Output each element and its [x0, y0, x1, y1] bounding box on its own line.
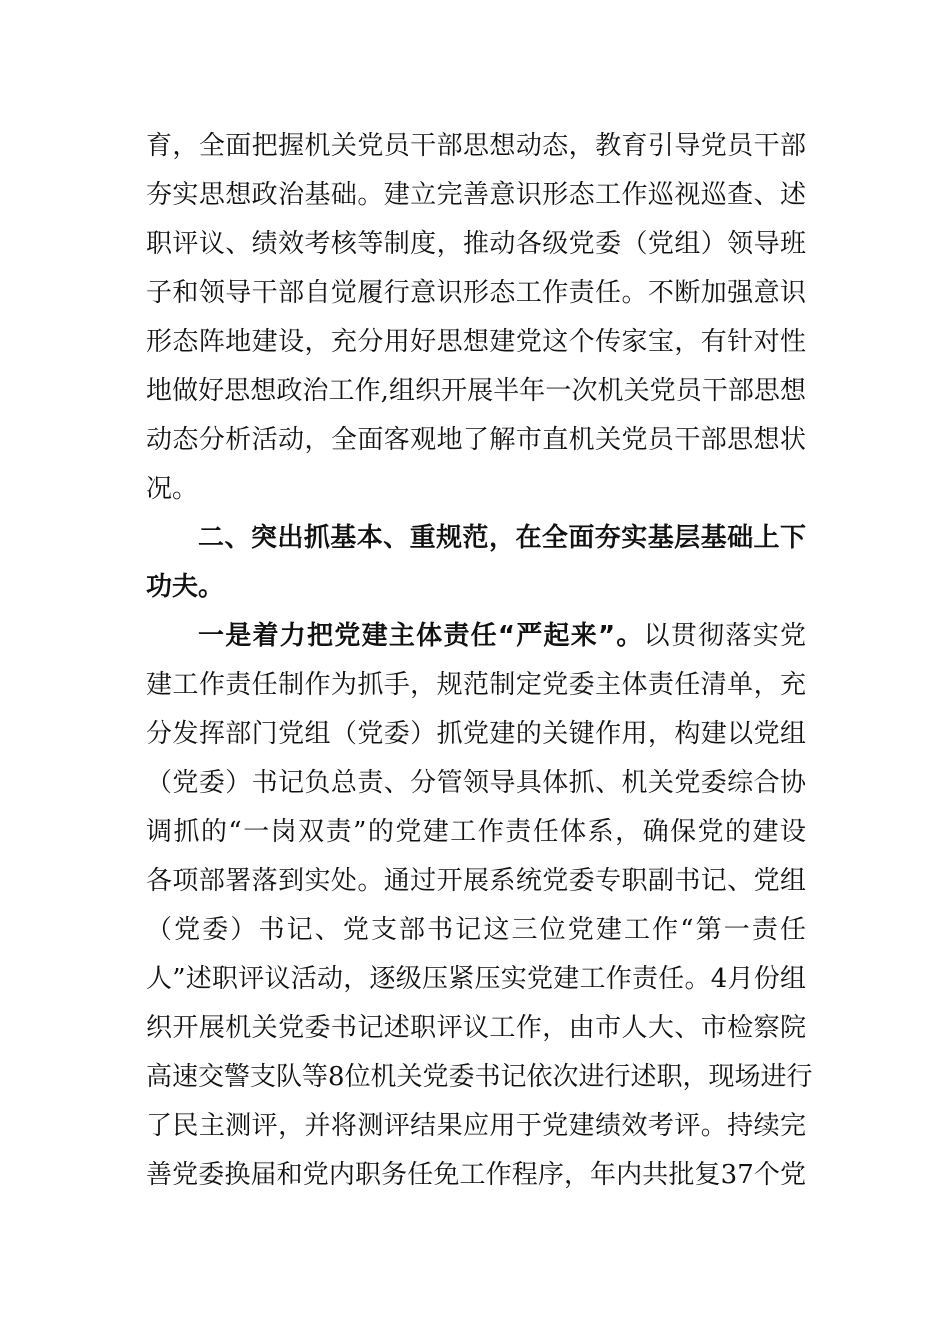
text-line: 高速交警支队等8位机关党委书记依次进行述职，现场进行 — [146, 1062, 813, 1092]
text-line: 职评议、绩效考核等制度，推动各级党委（党组）领导班 — [146, 229, 806, 259]
point-one-lead: 一是着力把党建主体责任“严起来”。 — [198, 621, 644, 651]
text-line: 分发挥部门党组（党委）抓党建的关键作用，构建以党组 — [146, 719, 806, 749]
text-line: 夯实思想政治基础。建立完善意识形态工作巡视巡查、述 — [146, 180, 806, 210]
text-line: 了民主测评，并将测评结果应用于党建绩效考评。持续完 — [146, 1111, 806, 1141]
point-one-first-line — [146, 612, 806, 661]
text-line: 善党委换届和党内职务任免工作程序，年内共批复37个党 — [146, 1160, 806, 1190]
text-line: 育，全面把握机关党员干部思想动态，教育引导党员干部 — [146, 131, 806, 161]
document-body — [146, 122, 813, 1200]
text-line: 动态分析活动，全面客观地了解市直机关党员干部思想状 — [146, 425, 806, 455]
point-one-lead-rest: 以贯彻落实党 — [643, 621, 806, 651]
text-line: 调抓的“一岗双责”的党建工作责任体系，确保党的建设 — [146, 817, 806, 847]
section-heading-line: 二、突出抓基本、重规范，在全面夯实基层基础上下 — [198, 523, 806, 553]
text-line: 人”述职评议活动，逐级压紧压实党建工作责任。4月份组 — [146, 964, 806, 994]
text-line: 建工作责任制作为抓手，规范制定党委主体责任清单，充 — [146, 670, 806, 700]
text-line: 各项部署落到实处。通过开展系统党委专职副书记、党组 — [146, 866, 806, 896]
text-line: 织开展机关党委书记述职评议工作，由市人大、市检察院 — [146, 1013, 806, 1043]
text-line: （党委）书记、党支部书记这三位党建工作“第一责任 — [146, 915, 806, 945]
text-line: 况。 — [146, 474, 199, 504]
text-line: （党委）书记负总责、分管领导具体抓、机关党委综合协 — [146, 768, 806, 798]
section-heading-line: 功夫。 — [146, 572, 225, 602]
text-line: 子和领导干部自觉履行意识形态工作责任。不断加强意识 — [146, 278, 806, 308]
text-line: 形态阵地建设，充分用好思想建党这个传家宝，有针对性 — [146, 327, 806, 357]
text-line: 地做好思想政治工作,组织开展半年一次机关党员干部思想 — [146, 376, 806, 406]
